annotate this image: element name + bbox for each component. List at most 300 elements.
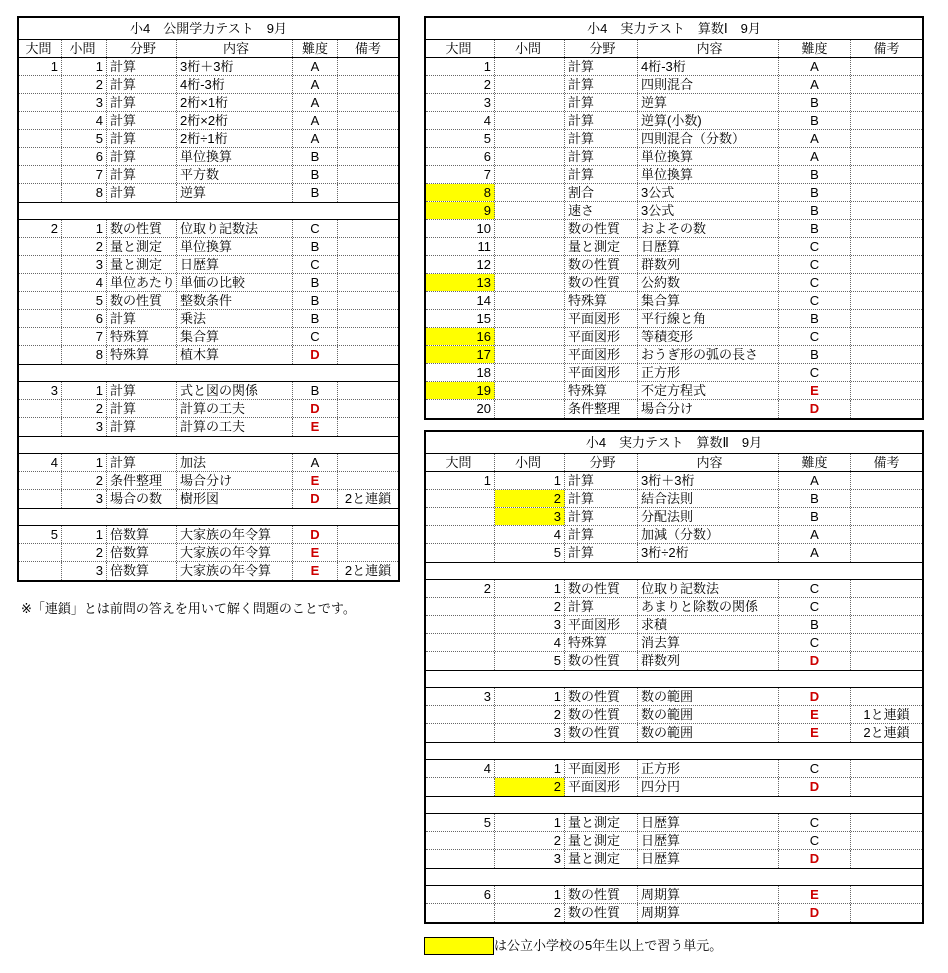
cell-major-question: 2	[19, 220, 62, 237]
cell-remark	[851, 328, 922, 345]
cell-minor-question: 2	[495, 490, 565, 507]
column-header-minor-question: 小問	[495, 454, 565, 471]
cell-remark	[851, 274, 922, 291]
cell-field: 数の性質	[107, 220, 177, 237]
cell-remark	[851, 58, 922, 75]
cell-remark	[851, 760, 922, 777]
cell-difficulty: C	[779, 760, 851, 777]
cell-remark	[338, 310, 398, 327]
cell-field: 計算	[565, 76, 638, 93]
cell-minor-question: 5	[62, 130, 107, 147]
cell-major-question	[19, 256, 62, 273]
cell-remark: 2と連鎖	[863, 725, 910, 740]
cell-minor-question	[495, 112, 565, 129]
cell-remark	[851, 778, 922, 796]
cell-remark	[338, 544, 398, 561]
cell-field: 平面図形	[565, 346, 638, 363]
cell-content: 単位換算	[177, 238, 293, 255]
cell-field: 計算	[565, 472, 638, 489]
column-header-minor-question: 小問	[62, 40, 107, 57]
cell-remark	[338, 76, 398, 93]
cell-field: 数の性質	[565, 706, 638, 723]
cell-content: 数の範囲	[638, 706, 779, 723]
cell-major-question: 3	[19, 382, 62, 399]
cell-content: 数の範囲	[638, 688, 779, 705]
cell-minor-question: 7	[62, 328, 107, 345]
cell-field: 計算	[107, 400, 177, 417]
cell-content: 樹形図	[177, 490, 293, 508]
cell-field: 計算	[565, 526, 638, 543]
cell-difficulty: A	[293, 112, 338, 129]
group-separator	[426, 562, 922, 580]
cell-major-question	[19, 544, 62, 561]
cell-field: 割合	[565, 184, 638, 201]
cell-major-question	[19, 148, 62, 165]
cell-difficulty: D	[779, 850, 851, 868]
cell-content: 求積	[638, 616, 779, 633]
table-title: 小4 実力テスト 算数Ⅱ 9月	[426, 432, 922, 454]
cell-content: 単価の比較	[177, 274, 293, 291]
table-row	[426, 130, 922, 148]
cell-major-question	[19, 166, 62, 183]
cell-field: 計算	[107, 94, 177, 111]
cell-field: 単位あたり	[107, 274, 177, 291]
cell-minor-question: 4	[62, 274, 107, 291]
cell-field: 平面図形	[565, 778, 638, 796]
cell-major-question: 3	[426, 94, 495, 111]
cell-field: 特殊算	[565, 634, 638, 651]
cell-minor-question: 3	[62, 256, 107, 273]
column-header-field: 分野	[565, 40, 638, 57]
table-row	[426, 526, 922, 544]
cell-field: 数の性質	[565, 688, 638, 705]
cell-difficulty: C	[779, 364, 851, 381]
cell-field: 計算	[565, 94, 638, 111]
table-row	[19, 418, 398, 436]
cell-minor-question: 1	[495, 580, 565, 597]
table-row	[426, 778, 922, 796]
table-body	[426, 472, 922, 922]
column-header-difficulty: 難度	[779, 40, 851, 57]
cell-remark	[338, 454, 398, 471]
cell-minor-question: 1	[495, 688, 565, 705]
cell-minor-question: 2	[495, 598, 565, 615]
cell-field: 量と測定	[565, 238, 638, 255]
table-row	[19, 490, 398, 508]
cell-content: 平行線と角	[638, 310, 779, 327]
table-row	[426, 832, 922, 850]
cell-field: 計算	[565, 166, 638, 183]
table-row	[19, 346, 398, 364]
table-row	[19, 472, 398, 490]
cell-minor-question	[495, 184, 565, 201]
cell-content: 周期算	[638, 904, 779, 922]
cell-remark	[851, 814, 922, 831]
cell-content: 日歴算	[638, 832, 779, 849]
group-separator	[19, 508, 398, 526]
cell-content: 計算の工夫	[177, 418, 293, 436]
cell-field: 計算	[565, 148, 638, 165]
cell-content: 群数列	[638, 256, 779, 273]
cell-minor-question	[495, 238, 565, 255]
cell-remark	[851, 256, 922, 273]
cell-minor-question: 2	[62, 400, 107, 417]
cell-major-question	[426, 904, 495, 922]
cell-minor-question	[495, 256, 565, 273]
cell-major-question	[426, 508, 495, 525]
cell-difficulty: B	[779, 310, 851, 327]
cell-content: 四則混合（分数）	[638, 130, 779, 147]
cell-remark	[851, 112, 922, 129]
cell-field: 計算	[107, 76, 177, 93]
cell-content: 日歴算	[177, 256, 293, 273]
cell-content: 群数列	[638, 652, 779, 670]
group-separator	[426, 868, 922, 886]
cell-remark	[338, 274, 398, 291]
table-row	[19, 112, 398, 130]
table-header-row	[426, 454, 922, 472]
cell-content: 式と図の関係	[177, 382, 293, 399]
table-row	[426, 724, 922, 742]
cell-major-question	[426, 778, 495, 796]
chain-definition-note: ※「連鎖」とは前問の答えを用いて解く問題のことです。	[21, 601, 356, 616]
cell-major-question	[426, 634, 495, 651]
cell-major-question: 2	[426, 76, 495, 93]
table-row	[426, 508, 922, 526]
cell-remark	[851, 472, 922, 489]
table-row	[426, 760, 922, 778]
table-row	[426, 364, 922, 382]
cell-field: 計算	[107, 130, 177, 147]
cell-major-question: 19	[426, 382, 495, 399]
cell-content: 2桁×2桁	[177, 112, 293, 129]
table-row	[19, 400, 398, 418]
cell-field: 特殊算	[107, 328, 177, 345]
table-row	[426, 238, 922, 256]
cell-difficulty: C	[779, 634, 851, 651]
cell-field: 速さ	[565, 202, 638, 219]
table-title: 小4 公開学力テスト 9月	[19, 18, 398, 40]
cell-major-question: 1	[426, 472, 495, 489]
table-row	[19, 184, 398, 202]
cell-difficulty: A	[293, 130, 338, 147]
cell-field: 計算	[565, 112, 638, 129]
table-row	[426, 652, 922, 670]
cell-field: 計算	[107, 310, 177, 327]
cell-difficulty: C	[779, 292, 851, 309]
cell-major-question	[19, 94, 62, 111]
table-row	[426, 382, 922, 400]
cell-minor-question	[495, 310, 565, 327]
group-separator	[426, 742, 922, 760]
cell-field: 数の性質	[565, 904, 638, 922]
cell-field: 数の性質	[107, 292, 177, 309]
cell-major-question	[426, 832, 495, 849]
table-row	[426, 544, 922, 562]
cell-content: 植木算	[177, 346, 293, 364]
cell-remark	[851, 148, 922, 165]
cell-difficulty: C	[779, 580, 851, 597]
cell-minor-question: 3	[62, 418, 107, 436]
cell-difficulty: B	[779, 220, 851, 237]
cell-minor-question: 7	[62, 166, 107, 183]
cell-field: 数の性質	[565, 256, 638, 273]
cell-difficulty: D	[779, 652, 851, 670]
cell-major-question	[19, 346, 62, 364]
cell-major-question	[19, 400, 62, 417]
cell-remark	[851, 364, 922, 381]
cell-field: 計算	[107, 58, 177, 75]
cell-remark	[851, 904, 922, 922]
cell-remark	[851, 490, 922, 507]
cell-major-question	[19, 238, 62, 255]
table-row	[426, 184, 922, 202]
cell-minor-question: 5	[495, 652, 565, 670]
cell-difficulty: B	[293, 184, 338, 202]
cell-remark	[851, 346, 922, 363]
cell-major-question: 1	[426, 58, 495, 75]
cell-minor-question	[495, 274, 565, 291]
cell-remark	[851, 184, 922, 201]
table-row	[19, 76, 398, 94]
table-row	[426, 814, 922, 832]
cell-field: 条件整理	[107, 472, 177, 489]
cell-minor-question: 4	[62, 112, 107, 129]
table-public-academic-test	[17, 16, 400, 582]
cell-content: 大家族の年令算	[177, 526, 293, 543]
table-row	[426, 310, 922, 328]
cell-field: 量と測定	[107, 238, 177, 255]
table-row	[426, 598, 922, 616]
cell-content: 分配法則	[638, 508, 779, 525]
cell-content: 2桁×1桁	[177, 94, 293, 111]
table-row	[19, 58, 398, 76]
cell-remark	[851, 76, 922, 93]
cell-remark	[338, 58, 398, 75]
cell-content: 周期算	[638, 886, 779, 903]
cell-minor-question: 1	[62, 454, 107, 471]
cell-major-question	[426, 652, 495, 670]
cell-content: 消去算	[638, 634, 779, 651]
column-header-difficulty: 難度	[779, 454, 851, 471]
cell-major-question: 5	[426, 814, 495, 831]
cell-remark	[338, 94, 398, 111]
table-header-row	[426, 40, 922, 58]
cell-difficulty: B	[293, 238, 338, 255]
table-row	[19, 526, 398, 544]
table-row	[426, 580, 922, 598]
cell-minor-question	[495, 202, 565, 219]
cell-minor-question: 1	[62, 382, 107, 399]
cell-minor-question: 3	[495, 850, 565, 868]
group-separator	[19, 202, 398, 220]
cell-major-question	[19, 130, 62, 147]
cell-major-question	[19, 112, 62, 129]
table-row	[426, 400, 922, 418]
cell-field: 数の性質	[565, 886, 638, 903]
cell-major-question: 2	[426, 580, 495, 597]
cell-major-question: 20	[426, 400, 495, 418]
cell-field: 計算	[107, 454, 177, 471]
cell-remark	[851, 688, 922, 705]
cell-content: 位取り記数法	[177, 220, 293, 237]
column-header-content: 内容	[177, 40, 293, 57]
cell-field: 量と測定	[565, 850, 638, 868]
cell-major-question: 4	[19, 454, 62, 471]
cell-minor-question: 1	[495, 814, 565, 831]
cell-remark	[851, 634, 922, 651]
cell-content: 四分円	[638, 778, 779, 796]
cell-remark	[851, 886, 922, 903]
cell-difficulty: A	[779, 472, 851, 489]
cell-difficulty: B	[779, 616, 851, 633]
cell-remark	[851, 94, 922, 111]
cell-remark	[338, 400, 398, 417]
cell-content: 2桁÷1桁	[177, 130, 293, 147]
cell-difficulty: B	[779, 346, 851, 363]
group-separator	[426, 670, 922, 688]
cell-difficulty: C	[293, 220, 338, 237]
cell-difficulty: D	[293, 526, 338, 543]
cell-content: 大家族の年令算	[177, 562, 293, 580]
cell-difficulty: B	[293, 292, 338, 309]
cell-remark	[851, 382, 922, 399]
cell-content: 大家族の年令算	[177, 544, 293, 561]
cell-major-question	[426, 598, 495, 615]
table-row	[426, 688, 922, 706]
cell-content: 乗法	[177, 310, 293, 327]
cell-content: 単位換算	[638, 166, 779, 183]
cell-difficulty: A	[293, 76, 338, 93]
cell-content: 位取り記数法	[638, 580, 779, 597]
column-header-content: 内容	[638, 40, 779, 57]
cell-minor-question: 2	[495, 904, 565, 922]
cell-content: 逆算	[638, 94, 779, 111]
table-row	[426, 94, 922, 112]
cell-field: 量と測定	[107, 256, 177, 273]
cell-minor-question	[495, 220, 565, 237]
cell-field: 計算	[107, 166, 177, 183]
cell-field: 特殊算	[565, 382, 638, 399]
cell-minor-question	[495, 166, 565, 183]
cell-major-question	[426, 544, 495, 562]
cell-minor-question: 1	[495, 472, 565, 489]
cell-remark	[851, 850, 922, 868]
cell-remark	[851, 202, 922, 219]
table-row	[426, 328, 922, 346]
table-row	[19, 94, 398, 112]
cell-minor-question: 1	[495, 886, 565, 903]
cell-field: 条件整理	[565, 400, 638, 418]
cell-difficulty: C	[779, 328, 851, 345]
cell-major-question: 4	[426, 760, 495, 777]
cell-remark	[338, 418, 398, 436]
legend-text: は公立小学校の5年生以上で習う単元。	[494, 938, 723, 953]
column-header-remarks: 備考	[873, 41, 900, 56]
cell-difficulty: B	[779, 112, 851, 129]
cell-content: 場合分け	[638, 400, 779, 418]
cell-content: 計算の工夫	[177, 400, 293, 417]
table-body	[426, 58, 922, 418]
cell-remark	[338, 112, 398, 129]
cell-difficulty: B	[293, 148, 338, 165]
cell-content: 4桁-3桁	[638, 58, 779, 75]
cell-difficulty: C	[293, 328, 338, 345]
cell-content: 平方数	[177, 166, 293, 183]
cell-field: 計算	[107, 148, 177, 165]
cell-major-question: 11	[426, 238, 495, 255]
cell-field: 平面図形	[565, 310, 638, 327]
cell-major-question: 15	[426, 310, 495, 327]
cell-major-question: 10	[426, 220, 495, 237]
table-proficiency-test-math2	[424, 430, 924, 924]
cell-major-question	[19, 184, 62, 202]
cell-field: 平面図形	[565, 616, 638, 633]
cell-content: あまりと除数の関係	[638, 598, 779, 615]
table-row	[426, 490, 922, 508]
cell-minor-question: 8	[62, 184, 107, 202]
cell-difficulty: C	[779, 598, 851, 615]
cell-field: 平面図形	[565, 364, 638, 381]
cell-difficulty: B	[293, 166, 338, 183]
cell-content: 4桁-3桁	[177, 76, 293, 93]
cell-major-question: 5	[426, 130, 495, 147]
cell-remark	[851, 652, 922, 670]
cell-remark	[338, 184, 398, 202]
cell-minor-question: 2	[495, 706, 565, 723]
cell-remark	[338, 382, 398, 399]
cell-major-question	[426, 850, 495, 868]
cell-difficulty: A	[779, 544, 851, 562]
table-row	[426, 616, 922, 634]
column-header-remarks: 備考	[354, 41, 381, 56]
cell-remark	[851, 580, 922, 597]
cell-difficulty: A	[779, 76, 851, 93]
cell-minor-question: 2	[62, 238, 107, 255]
table-row	[19, 562, 398, 580]
cell-minor-question: 3	[495, 508, 565, 525]
cell-difficulty: D	[293, 490, 338, 508]
cell-field: 数の性質	[565, 580, 638, 597]
cell-field: 数の性質	[565, 220, 638, 237]
cell-major-question: 13	[426, 274, 495, 291]
cell-major-question: 18	[426, 364, 495, 381]
cell-major-question	[19, 310, 62, 327]
cell-field: 倍数算	[107, 544, 177, 561]
cell-remark: 1と連鎖	[863, 707, 910, 722]
column-header-major-question: 大問	[19, 40, 62, 57]
cell-minor-question	[495, 94, 565, 111]
cell-remark	[851, 310, 922, 327]
cell-difficulty: B	[779, 94, 851, 111]
cell-remark	[851, 616, 922, 633]
cell-content: 場合分け	[177, 472, 293, 489]
cell-field: 数の性質	[565, 724, 638, 742]
table-row	[19, 454, 398, 472]
cell-difficulty: A	[779, 130, 851, 147]
table-row	[19, 130, 398, 148]
column-header-major-question: 大問	[426, 40, 495, 57]
cell-field: 場合の数	[107, 490, 177, 508]
table-row	[426, 148, 922, 166]
cell-minor-question	[495, 400, 565, 418]
cell-major-question	[426, 706, 495, 723]
cell-difficulty: D	[779, 688, 851, 705]
group-separator	[19, 364, 398, 382]
cell-minor-question: 1	[62, 526, 107, 543]
table-row	[19, 544, 398, 562]
cell-minor-question: 8	[62, 346, 107, 364]
